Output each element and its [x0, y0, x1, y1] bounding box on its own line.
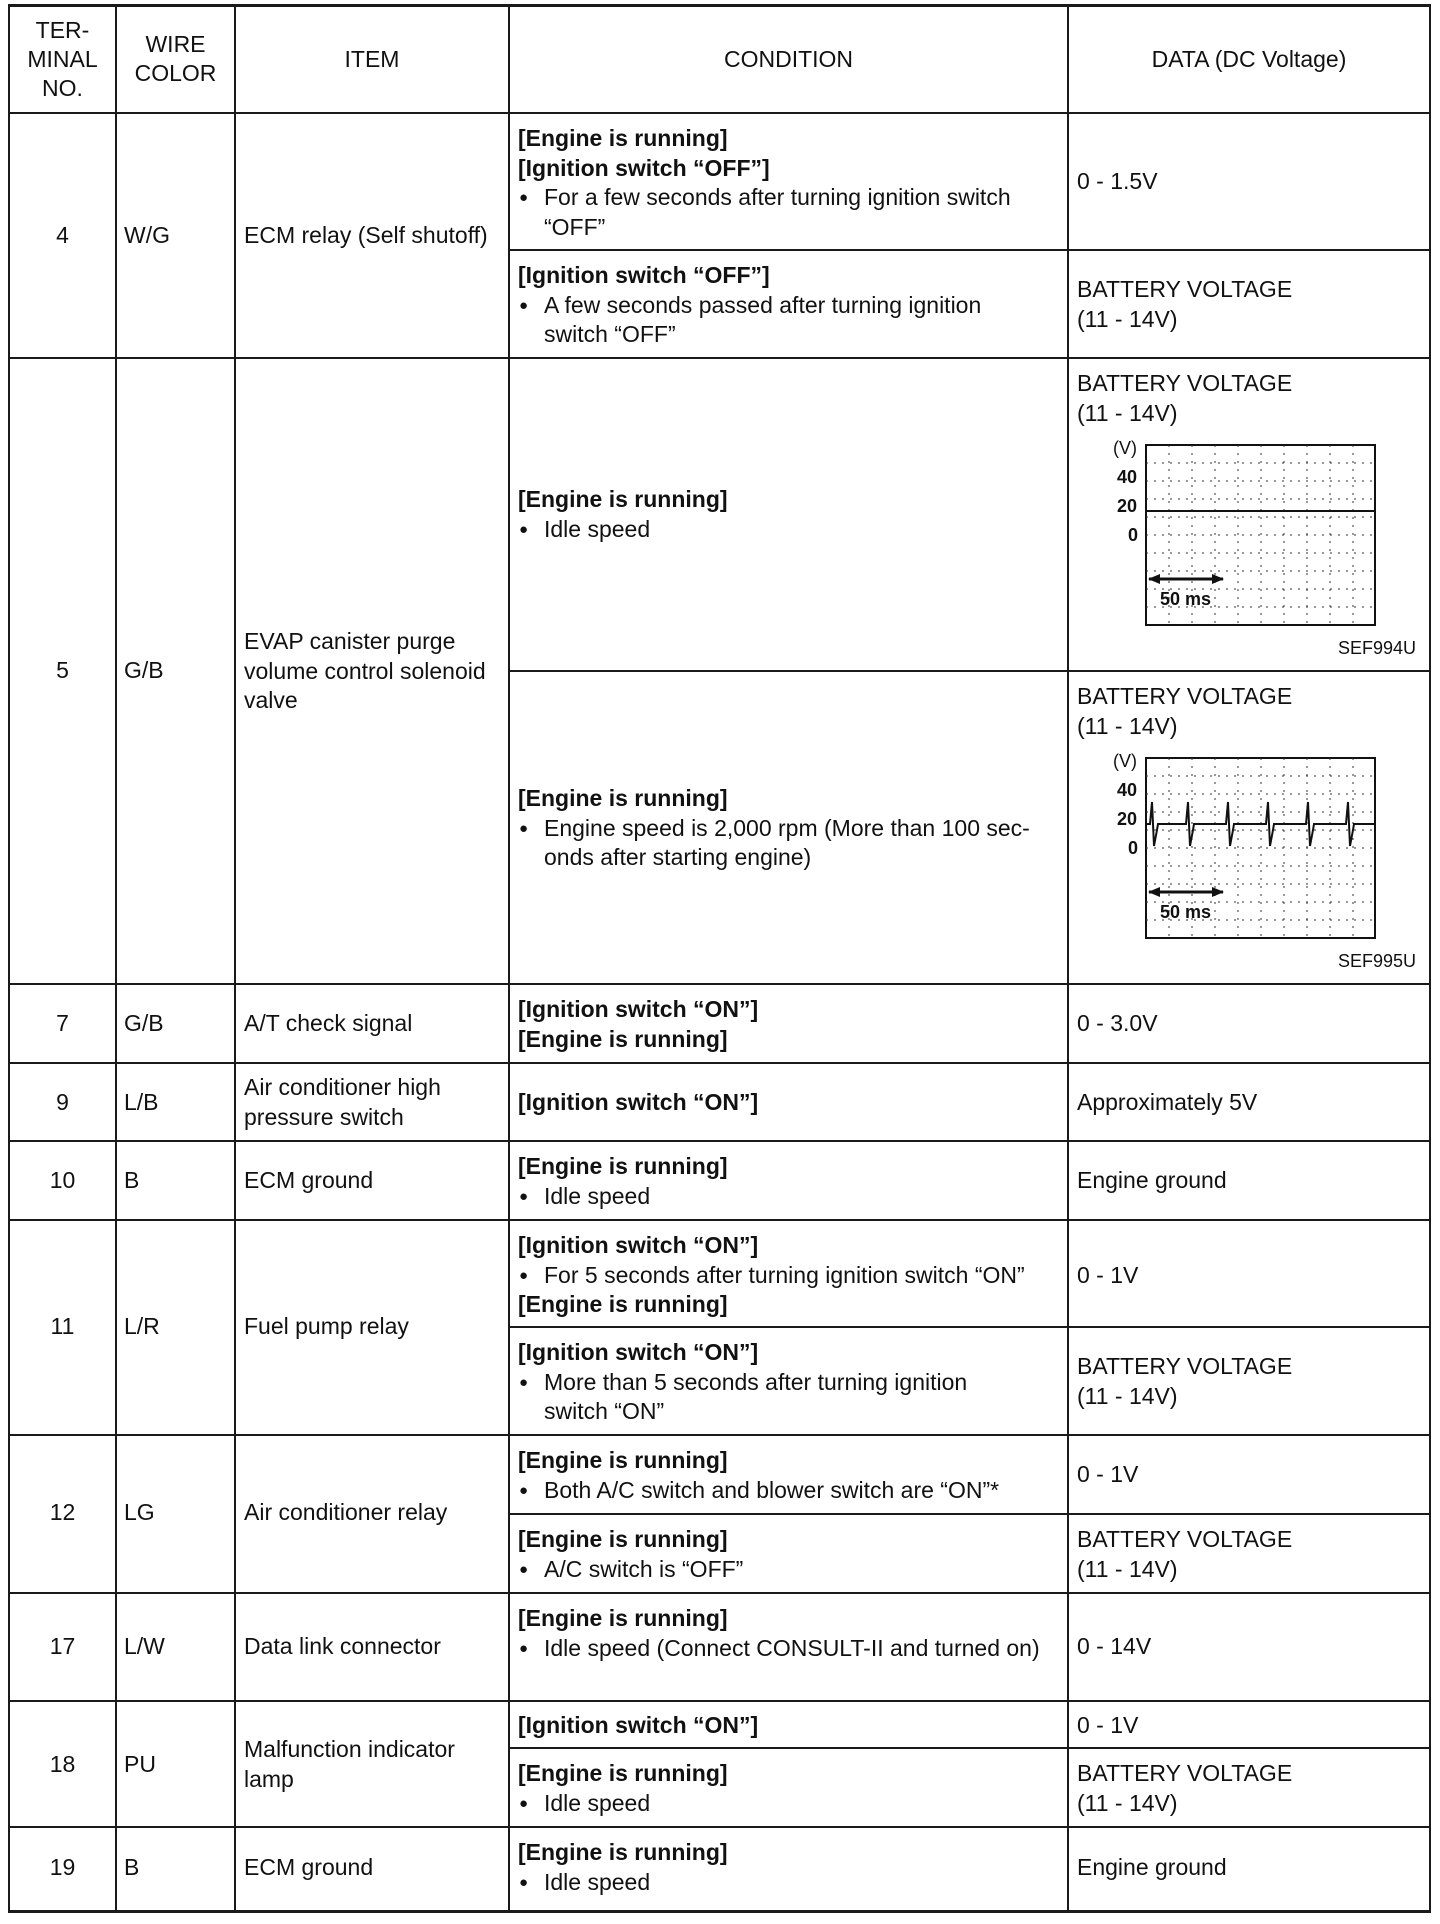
- condition-cell: [518, 485, 1044, 544]
- row-divider: [8, 1700, 1431, 1702]
- condition-bullet: ● A/C switch is “OFF”: [518, 1555, 743, 1585]
- condition-cell: [518, 261, 1034, 350]
- voltage-line: BATTERY VOLTAGE: [1077, 1760, 1293, 1786]
- condition-label: [Engine is running]: [518, 1839, 728, 1865]
- condition-label: [Ignition switch “ON”]: [518, 1089, 759, 1115]
- waveform-tick-20: 20: [1117, 809, 1138, 829]
- row-divider: [8, 1434, 1431, 1436]
- voltage-value: [1077, 682, 1292, 741]
- figure-id: SEF995U: [1337, 951, 1416, 971]
- time-scale-arrow: [1148, 887, 1224, 897]
- wire-color: L/B: [124, 1089, 159, 1115]
- condition-label: [Engine is running]: [518, 1760, 728, 1786]
- item-name: Air conditioner high pressure switch: [244, 1074, 441, 1130]
- condition-cell: [518, 1152, 728, 1211]
- terminal-number: 7: [56, 1010, 69, 1036]
- row-divider: [8, 357, 1431, 359]
- voltage-value: [1077, 1525, 1292, 1584]
- terminal-number: 18: [49, 1751, 76, 1777]
- voltage-value: 0 - 1.5V: [1077, 168, 1158, 194]
- voltage-line: (11 - 14V): [1077, 399, 1178, 426]
- row-divider: [8, 983, 1431, 985]
- condition-label: [Ignition switch “ON”]: [518, 996, 759, 1022]
- voltage-value: 0 - 3.0V: [1077, 1010, 1158, 1036]
- voltage-value: 0 - 14V: [1077, 1633, 1152, 1659]
- waveform-tick-40: 40: [1117, 780, 1138, 800]
- terminal-number: 5: [56, 657, 69, 683]
- voltage-value: Approximately 5V: [1077, 1089, 1258, 1115]
- waveform-chart-idle: [1100, 436, 1420, 661]
- terminal-number: 10: [49, 1167, 76, 1193]
- condition-bullet: ● A few seconds passed after turning ignition switch “OFF”: [518, 291, 1034, 350]
- condition-cell: [518, 1231, 1025, 1320]
- voltage-line: BATTERY VOLTAGE: [1077, 683, 1293, 709]
- terminal-number: 19: [49, 1854, 76, 1880]
- condition-label: [Engine is running]: [518, 785, 728, 811]
- header-condition: CONDITION: [723, 46, 854, 72]
- terminal-number: 12: [49, 1499, 76, 1525]
- voltage-line: (11 - 14V): [1077, 712, 1178, 739]
- header-item: ITEM: [344, 46, 400, 72]
- condition-label: [Engine is running]: [518, 1605, 728, 1631]
- row-divider: [8, 1592, 1431, 1594]
- voltage-value: [1077, 1352, 1292, 1411]
- table-border-left: [8, 4, 10, 1913]
- voltage-value: 0 - 1V: [1077, 1712, 1139, 1738]
- row-divider: [8, 1140, 1431, 1142]
- item-name: Fuel pump relay: [244, 1313, 409, 1339]
- voltage-value: Engine ground: [1077, 1167, 1227, 1193]
- wire-color: G/B: [124, 657, 164, 683]
- condition-cell: [518, 784, 1079, 873]
- wire-color: G/B: [124, 1010, 164, 1036]
- condition-label: [Engine is running]: [518, 125, 728, 151]
- condition-cell: [518, 1604, 1054, 1663]
- condition-bullet: ● For 5 seconds after turning ignition switch “ON”: [518, 1261, 1025, 1291]
- condition-bullet: ● Both A/C switch and blower switch are “ON”*: [518, 1476, 999, 1506]
- condition-bullet: ● Idle speed (Connect CONSULT-II and turned on): [518, 1634, 1054, 1664]
- terminal-number: 11: [50, 1313, 75, 1339]
- condition-cell: [518, 1525, 743, 1584]
- column-divider: [115, 4, 117, 1913]
- waveform-tick-40: 40: [1117, 467, 1138, 487]
- wire-color: B: [124, 1167, 140, 1193]
- condition-label: [Ignition switch “ON”]: [518, 1339, 759, 1365]
- condition-cell: [518, 1759, 728, 1818]
- voltage-value: [1077, 369, 1292, 428]
- waveform-tick-0: 0: [1128, 525, 1139, 545]
- voltage-line: BATTERY VOLTAGE: [1077, 370, 1293, 396]
- item-name: Air conditioner relay: [244, 1499, 448, 1525]
- condition-cell: [518, 995, 758, 1054]
- condition-label: [Engine is running]: [518, 1447, 728, 1473]
- subrow-divider: [508, 670, 1431, 672]
- item-name: ECM ground: [244, 1854, 374, 1880]
- waveform-chart-2000rpm: [1100, 749, 1420, 974]
- subrow-divider: [508, 1326, 1431, 1328]
- column-divider: [234, 4, 236, 1913]
- condition-label: [Engine is running]: [518, 1153, 728, 1179]
- column-divider: [508, 4, 510, 1913]
- wire-color: W/G: [124, 222, 170, 248]
- wire-color: B: [124, 1854, 140, 1880]
- wire-color: PU: [124, 1751, 156, 1777]
- row-divider: [8, 1219, 1431, 1221]
- wire-color: L/W: [124, 1633, 165, 1659]
- voltage-value: 0 - 1V: [1077, 1461, 1139, 1487]
- condition-bullet: ● Idle speed: [518, 1789, 728, 1819]
- condition-cell: [518, 1838, 728, 1897]
- condition-bullet: ● For a few seconds after turning ignition switch “OFF”: [518, 183, 1064, 242]
- table-border-top: [8, 4, 1431, 7]
- voltage-value: [1077, 1759, 1292, 1818]
- condition-label: [Engine is running]: [518, 1526, 728, 1552]
- condition-label: [Ignition switch “ON”]: [518, 1232, 759, 1258]
- condition-label: [Engine is running]: [518, 486, 728, 512]
- subrow-divider: [508, 249, 1431, 251]
- condition-label: [Engine is running]: [518, 1291, 728, 1317]
- condition-cell: [518, 1338, 1024, 1427]
- terminal-number: 17: [49, 1633, 76, 1659]
- figure-id: SEF994U: [1337, 638, 1416, 658]
- condition-bullet: ● Engine speed is 2,000 rpm (More than 100 sec-onds after starting engine): [518, 814, 1079, 873]
- table-border-bottom: [8, 1910, 1431, 1913]
- condition-cell: [518, 124, 1064, 242]
- condition-bullet: ● Idle speed: [518, 515, 1044, 545]
- item-name: Malfunction indicator lamp: [244, 1736, 455, 1792]
- wire-color: L/R: [124, 1313, 160, 1339]
- table-border-right: [1429, 4, 1431, 1913]
- condition-bullet: ● Idle speed: [518, 1182, 728, 1212]
- voltage-line: (11 - 14V): [1077, 1789, 1178, 1816]
- voltage-value: 0 - 1V: [1077, 1262, 1139, 1288]
- wire-color: LG: [124, 1499, 155, 1525]
- condition-cell: [518, 1446, 999, 1505]
- voltage-line: (11 - 14V): [1077, 305, 1178, 332]
- terminal-number: 4: [56, 222, 69, 248]
- header-wire-color: WIRE COLOR: [134, 31, 217, 86]
- waveform-time-scale: 50 ms: [1160, 589, 1212, 609]
- condition-label: [Ignition switch “ON”]: [518, 1712, 759, 1738]
- subrow-divider: [508, 1513, 1431, 1515]
- item-name: Data link connector: [244, 1633, 441, 1659]
- time-scale-arrow: [1148, 574, 1224, 584]
- voltage-line: BATTERY VOLTAGE: [1077, 1353, 1293, 1379]
- header-data: DATA (DC Voltage): [1151, 46, 1347, 72]
- condition-label: [Ignition switch “OFF”]: [518, 262, 770, 288]
- condition-label: [Ignition switch “OFF”]: [518, 154, 770, 181]
- waveform-tick-0: 0: [1128, 838, 1139, 858]
- condition-label: [Engine is running]: [518, 1025, 728, 1052]
- row-divider: [8, 112, 1431, 114]
- waveform-tick-20: 20: [1117, 496, 1138, 516]
- voltage-line: BATTERY VOLTAGE: [1077, 1526, 1293, 1552]
- item-name: EVAP canister purge volume control solenoid valve: [244, 628, 486, 713]
- subrow-divider: [508, 1747, 1431, 1749]
- item-name: ECM relay (Self shutoff): [244, 222, 488, 248]
- column-divider: [1067, 4, 1069, 1913]
- item-name: ECM ground: [244, 1167, 374, 1193]
- voltage-value: [1077, 275, 1292, 334]
- voltage-value: Engine ground: [1077, 1854, 1227, 1880]
- row-divider: [8, 1062, 1431, 1064]
- waveform-time-scale: 50 ms: [1160, 902, 1212, 922]
- voltage-line: (11 - 14V): [1077, 1382, 1178, 1409]
- condition-bullet: ● Idle speed: [518, 1868, 728, 1898]
- header-terminal-no: TER- MINAL NO.: [27, 17, 98, 101]
- voltage-line: BATTERY VOLTAGE: [1077, 276, 1293, 302]
- condition-bullet: ● More than 5 seconds after turning ignition switch “ON”: [518, 1368, 1024, 1427]
- voltage-line: (11 - 14V): [1077, 1555, 1178, 1582]
- terminal-number: 9: [56, 1089, 69, 1115]
- item-name: A/T check signal: [244, 1010, 413, 1036]
- waveform-unit-label: (V): [1113, 438, 1137, 458]
- waveform-unit-label: (V): [1113, 751, 1137, 771]
- row-divider: [8, 1826, 1431, 1828]
